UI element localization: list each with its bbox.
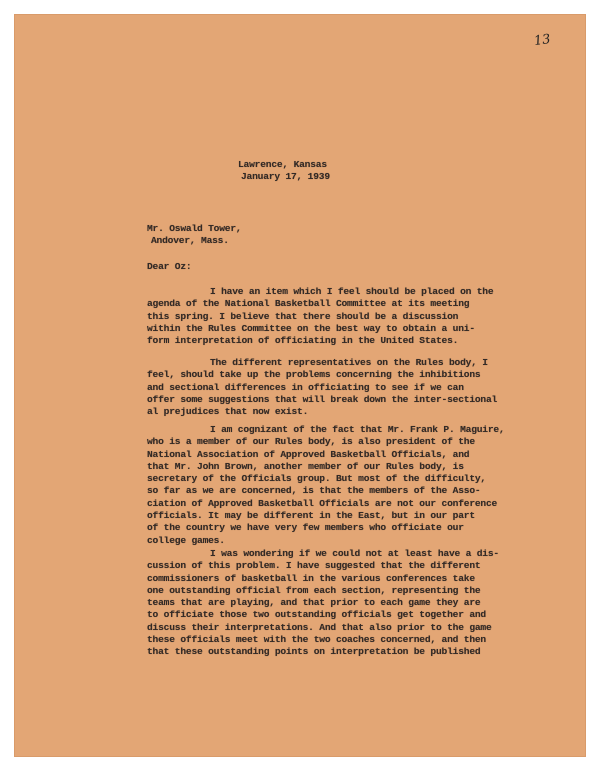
- paragraph-line: these officials meet with the two coaches concerned, and then: [147, 634, 486, 646]
- inside-address: [147, 223, 241, 248]
- paragraph-line: The different representatives on the Rules body, I: [210, 357, 488, 368]
- paragraph-line: agenda of the National Basketball Committee at its meeting: [147, 298, 470, 310]
- paragraph-line: I have an item which I feel should be placed on the: [210, 286, 494, 297]
- paragraph-line: National Association of Approved Basketball Officials, and: [147, 448, 470, 460]
- paragraph-line: who is a member of our Rules body, is also president of the: [147, 436, 475, 448]
- paragraph-line: of the country we have very few members who officiate our: [147, 522, 464, 534]
- paragraph-line: al prejudices that now exist.: [147, 406, 309, 418]
- recipient-city: Andover, Mass.: [151, 235, 229, 247]
- paragraph-line: teams that are playing, and that prior to each game they are: [147, 597, 481, 609]
- paragraph-3: [147, 424, 505, 547]
- paragraph-line: that these outstanding points on interpretation be published: [147, 646, 481, 658]
- paragraph-line: and sectional differences in officiating to see if we can: [147, 381, 464, 393]
- dateline-date: January 17, 1939: [241, 171, 330, 183]
- paragraph-line: cussion of this problem. I have suggested that the different: [147, 560, 481, 572]
- paragraph-4: [147, 548, 497, 659]
- paragraph-line: I am cognizant of the fact that Mr. Frank P. Maguire,: [210, 424, 505, 435]
- paragraph-line: officials. It may be different in the East, but in our part: [147, 510, 475, 522]
- paragraph-line: I was wondering if we could not at least have a dis-: [210, 548, 499, 559]
- recipient-name: Mr. Oswald Tower,: [147, 223, 242, 234]
- paragraph-1: [147, 286, 497, 347]
- salutation: Dear Oz:: [147, 261, 192, 272]
- paragraph-line: that Mr. John Brown, another member of our Rules body, is: [147, 460, 464, 472]
- paragraph-line: this spring. I believe that there should be a discussion: [147, 310, 459, 322]
- paragraph-line: so far as we are concerned, is that the members of the Asso-: [147, 485, 481, 497]
- paragraph-line: form interpretation of officiating in the United States.: [147, 335, 459, 347]
- paragraph-line: discuss their interpretations. And that also prior to the game: [147, 621, 492, 633]
- paragraph-2: [147, 357, 497, 418]
- paragraph-line: secretary of the Officials group. But most of the difficulty,: [147, 473, 486, 485]
- dateline: [238, 159, 330, 184]
- paragraph-line: offer some suggestions that will break down the inter-sectional: [147, 393, 498, 405]
- paragraph-line: ciation of Approved Basketball Officials are not our conference: [147, 497, 498, 509]
- paragraph-line: within the Rules Committee on the best way to obtain a uni-: [147, 322, 475, 334]
- paragraph-line: commissioners of basketball in the various conferences take: [147, 572, 475, 584]
- paragraph-line: to officiate those two outstanding officials get together and: [147, 609, 486, 621]
- paragraph-line: feel, should take up the problems concerning the inhibitions: [147, 369, 481, 381]
- handwritten-page-number: 13: [533, 31, 552, 50]
- paragraph-line: college games.: [147, 534, 225, 546]
- dateline-place: Lawrence, Kansas: [238, 159, 327, 170]
- paragraph-line: one outstanding official from each section, representing the: [147, 584, 481, 596]
